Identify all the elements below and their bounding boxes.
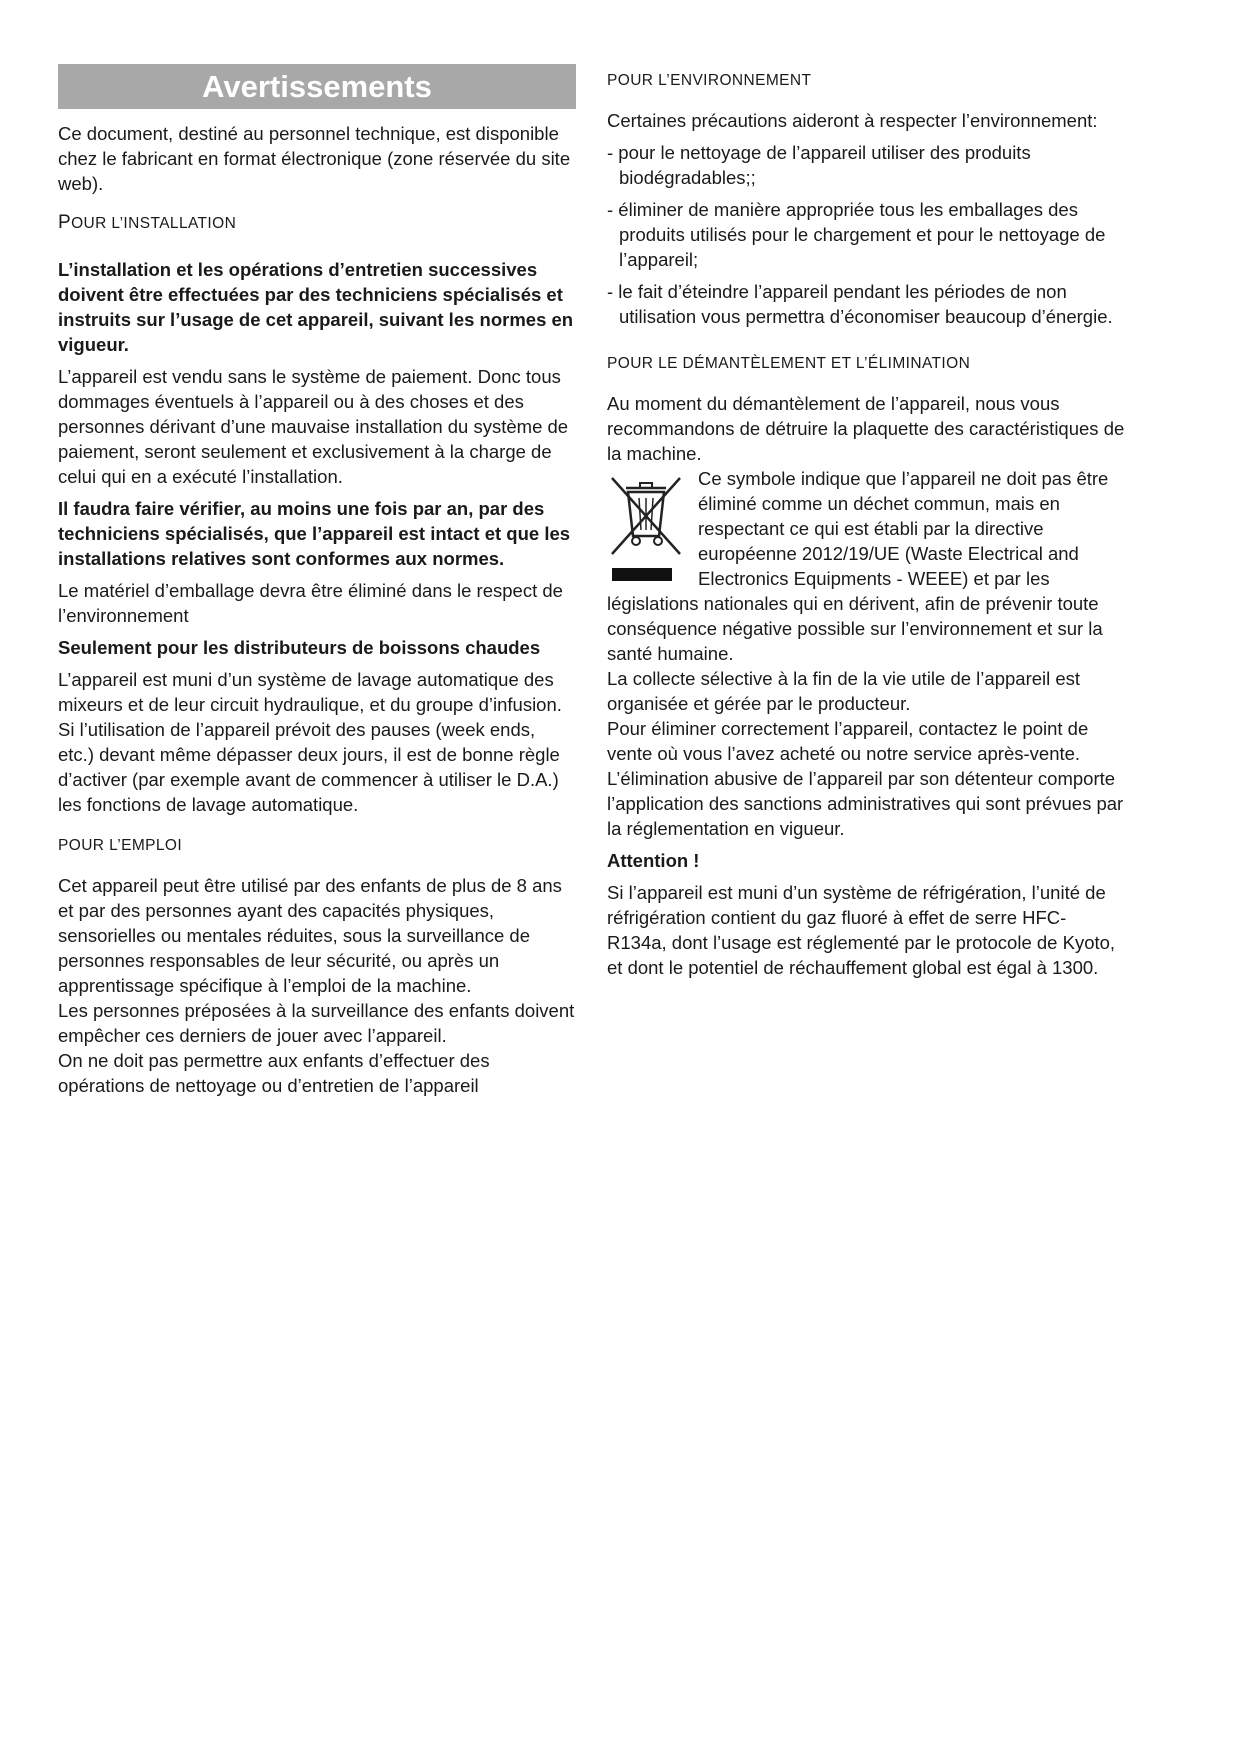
heading-emploi: POUR L’EMPLOI (58, 837, 183, 854)
environnement-item-1: - pour le nettoyage de l’appareil utiliser des produits biodégradables;; (607, 142, 1031, 188)
left-column (58, 64, 576, 1098)
heading-environnement-rest: ENVIRONNEMENT (670, 72, 812, 89)
environnement-item-2: - éliminer de manière appropriée tous les emballages des produits utilisés pour le chargement et pour le nettoyage de l’appareil; (607, 199, 1106, 270)
heading-installation-rest: OUR L’INSTALLATION (71, 215, 237, 232)
installation-paragraph-3: L’appareil est muni d’un système de lavage automatique des mixeurs et de leur circuit hydraulique, et du groupe d’infusion. (58, 669, 562, 715)
installation-paragraph-1: L’appareil est vendu sans le système de paiement. Donc tous dommages éventuels à l’appareil ou à des choses et des personnes dérivant d’une mauvaise installation du système de paiement, seront seulement et exclusivement à la charge de celui qui en a exécuté l’installation. (58, 366, 569, 487)
heading-installation (58, 212, 576, 235)
emploi-paragraph-3: On ne doit pas permettre aux enfants d’effectuer des opérations de nettoyage ou d’entretien de l’appareil (58, 1050, 490, 1096)
demantelement-paragraph-5: L’élimination abusive de l’appareil par son détenteur comporte l’application des sanctions administratives qui sont prévues par la réglementation en vigueur. (607, 768, 1124, 839)
environnement-item-3: - le fait d’éteindre l’appareil pendant les périodes de non utilisation vous permettra d’économiser beaucoup d’énergie. (607, 281, 1113, 327)
demantelement-paragraph-2: Ce symbole indique que l’appareil ne doit pas être éliminé comme un déchet commun, mais en respectant ce qui est établi par la directive européenne 2012/19/UE (Waste Electrical and Electronics Equipments - WEEE) et par les législations nationales qui en dérivent, afin de prévenir toute conséquence négative possible sur l’environnement et sur la santé humaine. (607, 468, 1109, 664)
installation-warning-1: L’installation et les opérations d’entretien successives doivent être effectuées par des techniciens spécialisés et instruits sur l’usage de cet appareil, suivant les normes en vigueur. (58, 259, 574, 355)
installation-warning-3: Seulement pour les distributeurs de boissons chaudes (58, 637, 541, 658)
demantelement-paragraph-1: Au moment du démantèlement de l’appareil, nous vous recommandons de détruire la plaquette des caractéristiques de la machine. (607, 393, 1125, 464)
installation-warning-2: Il faudra faire vérifier, au moins une fois par an, par des techniciens spécialisés, que l’appareil est intact et que les installations relatives sont conformes aux normes. (58, 498, 571, 569)
page-title: Avertissements (58, 64, 576, 109)
crossed-out-wheelie-bin-icon (606, 468, 686, 582)
installation-paragraph-2: Le matériel d’emballage devra être éliminé dans le respect de l’environnement (58, 580, 563, 626)
demantelement-paragraph-4: Pour éliminer correctement l’appareil, contactez le point de vente où vous l’avez acheté ou notre service après-vente. (607, 718, 1089, 764)
weee-block (607, 466, 1125, 666)
emploi-paragraph-2: Les personnes préposées à la surveillance des enfants doivent empêcher ces derniers de jouer avec l’appareil. (58, 1000, 575, 1046)
attention-paragraph: Si l’appareil est muni d’un système de réfrigération, l’unité de réfrigération contient du gaz fluoré à effet de serre HFC-R134a, dont l’usage est réglementé par le protocole de Kyoto, et dont le potentiel de réchauffement global est égal à 1300. (607, 882, 1116, 978)
heading-environnement (607, 70, 1125, 92)
demantelement-paragraph-3: La collecte sélective à la fin de la vie utile de l’appareil est organisée et gérée par le producteur. (607, 668, 1081, 714)
attention-heading: Attention ! (607, 850, 700, 871)
heading-environnement-pre: POUR L’ (607, 72, 671, 89)
emploi-paragraph-1: Cet appareil peut être utilisé par des enfants de plus de 8 ans et par des personnes ayant des capacités physiques, sensorielles ou mentales réduites, sous la surveillance de personnes responsables de leur sécurité, ou après un apprentissage spécifique à l’emploi de la machine. (58, 875, 562, 996)
heading-installation-initial: P (58, 212, 72, 233)
intro-text: Ce document, destiné au personnel technique, est disponible chez le fabricant en format électronique (zone réservée du site web). (58, 123, 571, 194)
heading-demantelement: POUR LE DÉMANTÈLEMENT ET L’ÉLIMINATION (607, 355, 971, 372)
environnement-intro: Certaines précautions aideront à respecter l’environnement: (607, 110, 1098, 131)
installation-paragraph-4: Si l’utilisation de l’appareil prévoit des pauses (week ends, etc.) devant même dépasser deux jours, il est de bonne règle d’activer (par exemple avant de commencer à utiliser le D.A.) les fonctions de lavage automatique. (58, 719, 560, 815)
right-column (607, 70, 1125, 980)
